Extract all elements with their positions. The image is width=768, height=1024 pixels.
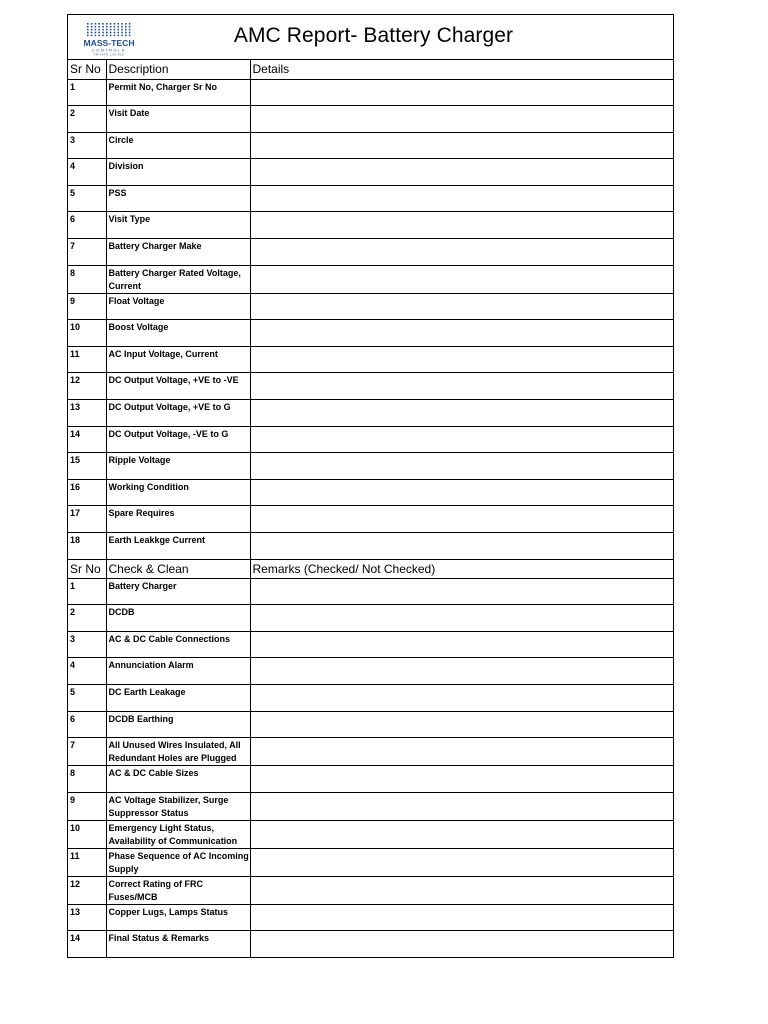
row-number: 5 (68, 185, 106, 212)
table-row (68, 533, 673, 560)
table-row (68, 904, 673, 931)
row-number: 3 (68, 132, 106, 159)
row-number: 16 (68, 479, 106, 506)
table-row (68, 453, 673, 480)
table-row (68, 239, 673, 266)
row-value-cell (250, 346, 673, 373)
table-row (68, 426, 673, 453)
svg-text:PRIVATE LIMITED: PRIVATE LIMITED (93, 53, 125, 56)
row-number: 6 (68, 711, 106, 738)
row-description: Copper Lugs, Lamps Status (106, 904, 250, 931)
description-header: Check & Clean (106, 559, 250, 578)
row-number: 2 (68, 106, 106, 133)
sr-no-header: Sr No (68, 60, 106, 79)
row-number: 8 (68, 265, 106, 293)
row-value-cell (250, 578, 673, 605)
row-description: Boost Voltage (106, 320, 250, 347)
svg-text:MASS-TECH: MASS-TECH (83, 38, 135, 48)
row-description: AC & DC Cable Sizes (106, 766, 250, 793)
row-description: Battery Charger (106, 578, 250, 605)
row-number: 11 (68, 848, 106, 876)
row-value-cell (250, 453, 673, 480)
row-description: Visit Type (106, 212, 250, 239)
row-value-cell (250, 400, 673, 427)
sr-no-header: Sr No (68, 559, 106, 578)
row-number: 12 (68, 876, 106, 904)
row-value-cell (250, 506, 673, 533)
table-row (68, 346, 673, 373)
row-description: Visit Date (106, 106, 250, 133)
table-row (68, 400, 673, 427)
row-number: 9 (68, 293, 106, 320)
row-description: Battery Charger Rated Voltage, Current (106, 265, 250, 293)
section-2-header-row (68, 559, 673, 578)
row-value-cell (250, 212, 673, 239)
table-row (68, 820, 673, 848)
row-value-cell (250, 931, 673, 958)
table-row (68, 265, 673, 293)
row-number: 9 (68, 792, 106, 820)
row-value-cell (250, 711, 673, 738)
row-number: 11 (68, 346, 106, 373)
row-value-cell (250, 106, 673, 133)
row-value-cell (250, 876, 673, 904)
row-value-cell (250, 904, 673, 931)
row-description: AC & DC Cable Connections (106, 631, 250, 658)
row-description: Spare Requires (106, 506, 250, 533)
row-value-cell (250, 533, 673, 560)
row-number: 14 (68, 931, 106, 958)
page-title: AMC Report- Battery Charger (233, 24, 514, 47)
row-description: Final Status & Remarks (106, 931, 250, 958)
table-row (68, 711, 673, 738)
table-row (68, 848, 673, 876)
row-value-cell (250, 658, 673, 685)
row-number: 5 (68, 684, 106, 711)
row-description: Earth Leakkge Current (106, 533, 250, 560)
row-number: 1 (68, 578, 106, 605)
row-value-cell (250, 848, 673, 876)
details-header: Remarks (Checked/ Not Checked) (250, 559, 673, 578)
row-number: 17 (68, 506, 106, 533)
row-description: PSS (106, 185, 250, 212)
table-row (68, 605, 673, 632)
table-row (68, 631, 673, 658)
row-description: DC Output Voltage, -VE to G (106, 426, 250, 453)
row-value-cell (250, 265, 673, 293)
row-number: 4 (68, 658, 106, 685)
row-description: DC Output Voltage, +VE to -VE (106, 373, 250, 400)
row-description: Division (106, 159, 250, 186)
row-value-cell (250, 820, 673, 848)
row-value-cell (250, 373, 673, 400)
row-value-cell (250, 631, 673, 658)
row-description: All Unused Wires Insulated, All Redundant Holes are Plugged (106, 738, 250, 766)
row-value-cell (250, 792, 673, 820)
table-row (68, 106, 673, 133)
row-number: 10 (68, 820, 106, 848)
row-number: 7 (68, 738, 106, 766)
row-description: Ripple Voltage (106, 453, 250, 480)
table-row (68, 132, 673, 159)
row-description: Permit No, Charger Sr No (106, 79, 250, 106)
row-description: Emergency Light Status, Availability of Communication (106, 820, 250, 848)
row-number: 8 (68, 766, 106, 793)
row-description: Battery Charger Make (106, 239, 250, 266)
row-value-cell (250, 426, 673, 453)
report-table (68, 60, 673, 957)
row-value-cell (250, 293, 673, 320)
svg-text:CONTROLS: CONTROLS (92, 48, 126, 53)
row-value-cell (250, 320, 673, 347)
table-row (68, 766, 673, 793)
row-description: Phase Sequence of AC Incoming Supply (106, 848, 250, 876)
row-description: Working Condition (106, 479, 250, 506)
row-value-cell (250, 738, 673, 766)
row-description: Float Voltage (106, 293, 250, 320)
row-description: DC Output Voltage, +VE to G (106, 400, 250, 427)
row-number: 3 (68, 631, 106, 658)
row-value-cell (250, 132, 673, 159)
row-value-cell (250, 185, 673, 212)
row-value-cell (250, 159, 673, 186)
table-row (68, 876, 673, 904)
table-row (68, 79, 673, 106)
row-number: 13 (68, 400, 106, 427)
row-value-cell (250, 239, 673, 266)
table-row (68, 479, 673, 506)
row-number: 12 (68, 373, 106, 400)
row-value-cell (250, 605, 673, 632)
table-row (68, 658, 673, 685)
table-row (68, 792, 673, 820)
row-value-cell (250, 766, 673, 793)
row-number: 10 (68, 320, 106, 347)
row-description: DCDB Earthing (106, 711, 250, 738)
row-description: Circle (106, 132, 250, 159)
row-description: AC Voltage Stabilizer, Surge Suppressor Status (106, 792, 250, 820)
row-description: DC Earth Leakage (106, 684, 250, 711)
row-number: 14 (68, 426, 106, 453)
row-number: 2 (68, 605, 106, 632)
description-header: Description (106, 60, 250, 79)
row-description: Correct Rating of FRC Fuses/MCB (106, 876, 250, 904)
row-number: 18 (68, 533, 106, 560)
table-row (68, 506, 673, 533)
table-row (68, 931, 673, 958)
table-row (68, 684, 673, 711)
table-row (68, 373, 673, 400)
row-number: 7 (68, 239, 106, 266)
row-number: 4 (68, 159, 106, 186)
row-description: DCDB (106, 605, 250, 632)
table-row (68, 738, 673, 766)
report-sheet (67, 14, 674, 958)
row-number: 6 (68, 212, 106, 239)
report-header (68, 15, 673, 60)
row-value-cell (250, 79, 673, 106)
table-row (68, 320, 673, 347)
table-row (68, 293, 673, 320)
details-header: Details (250, 60, 673, 79)
row-number: 15 (68, 453, 106, 480)
section-1-header-row (68, 60, 673, 79)
table-row (68, 578, 673, 605)
row-description: AC Input Voltage, Current (106, 346, 250, 373)
row-number: 13 (68, 904, 106, 931)
table-row (68, 185, 673, 212)
table-row (68, 212, 673, 239)
row-value-cell (250, 684, 673, 711)
row-description: Annunciation Alarm (106, 658, 250, 685)
row-value-cell (250, 479, 673, 506)
table-row (68, 159, 673, 186)
row-number: 1 (68, 79, 106, 106)
